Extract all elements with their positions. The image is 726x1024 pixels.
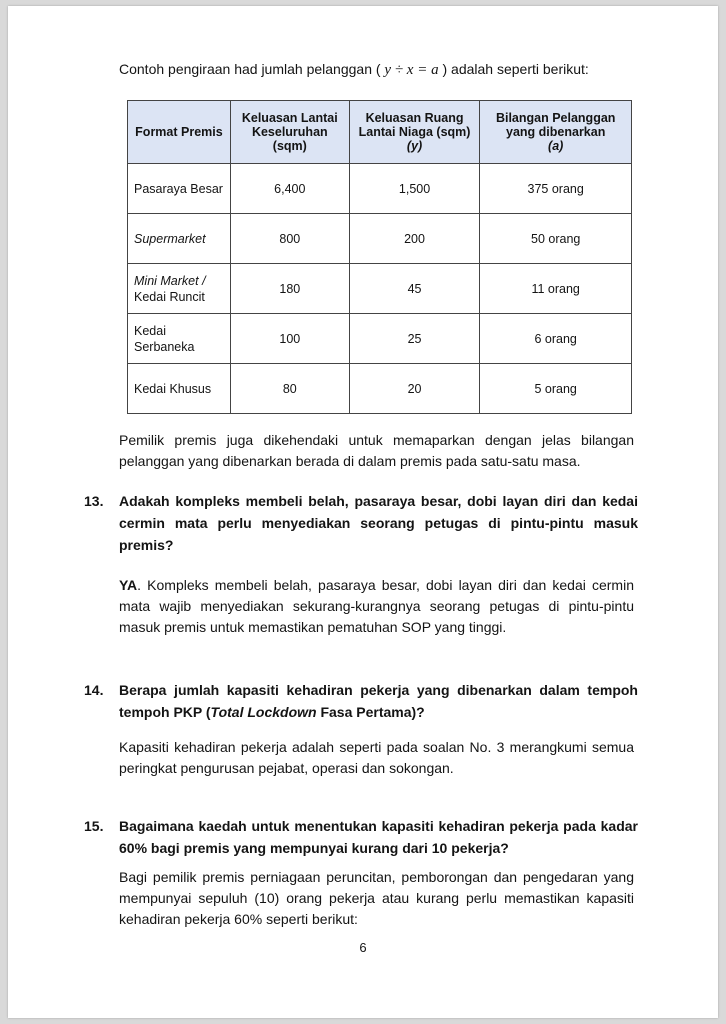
intro-prefix: Contoh pengiraan had jumlah pelanggan ( <box>119 61 381 77</box>
cell-bilangan: 375 orang <box>480 164 632 214</box>
table-row <box>128 264 632 314</box>
question-text: Bagaimana kaedah untuk menentukan kapasiti kehadiran pekerja pada kadar 60% bagi premis yang mempunyai kurang dari 10 pekerja? <box>119 818 638 856</box>
cell-bilangan: 50 orang <box>480 214 632 264</box>
question-14 <box>84 679 638 723</box>
cell-premis: Mini Market / Kedai Runcit <box>128 264 231 314</box>
intro-suffix: ) adalah seperti berikut: <box>442 61 589 77</box>
cell-ruang: 200 <box>349 214 480 264</box>
header-format: Format Premis <box>128 101 231 164</box>
header-keluasan-ruang: Keluasan Ruang Lantai Niaga (sqm) (y) <box>349 101 480 164</box>
note-paragraph: Pemilik premis juga dikehendaki untuk memaparkan dengan jelas bilangan pelanggan yang dibenarkan berada di dalam premis pada satu-satu masa. <box>119 432 634 469</box>
cell-bilangan: 5 orang <box>480 364 632 414</box>
table-header-row <box>128 101 632 164</box>
cell-lantai: 180 <box>230 264 349 314</box>
premises-table <box>127 100 632 414</box>
answer-15: Bagi pemilik premis perniagaan peruncitan, pemborongan dan pengedaran yang mempunyai sepuluh (10) orang pekerja atau kurang perlu memastikan kapasiti kehadiran pekerja 60% seperti berikut: <box>119 869 634 927</box>
table-row <box>128 164 632 214</box>
question-13 <box>84 490 638 556</box>
question-number: 13. <box>84 493 104 509</box>
cell-ruang: 1,500 <box>349 164 480 214</box>
cell-lantai: 80 <box>230 364 349 414</box>
page-number: 6 <box>359 940 367 955</box>
cell-ruang: 45 <box>349 264 480 314</box>
cell-premis: Kedai Khusus <box>128 364 231 414</box>
answer-13: YA. Kompleks membeli belah, pasaraya besar, dobi layan diri dan kedai cermin mata wajib menyediakan sekurang-kurangnya seorang petugas di pintu-pintu masuk premis untuk memastikan pematuhan SOP yang tinggi. <box>119 577 634 635</box>
table-row <box>128 364 632 414</box>
cell-lantai: 6,400 <box>230 164 349 214</box>
cell-bilangan: 11 orang <box>480 264 632 314</box>
answer-ya: YA <box>119 577 138 593</box>
cell-lantai: 800 <box>230 214 349 264</box>
question-number: 14. <box>84 682 104 698</box>
table-row <box>128 314 632 364</box>
cell-ruang: 25 <box>349 314 480 364</box>
header-keluasan-lantai: Keluasan Lantai Keseluruhan (sqm) <box>230 101 349 164</box>
question-text: Adakah kompleks membeli belah, pasaraya besar, dobi layan diri dan kedai cermin mata perlu menyediakan seorang petugas di pintu-pintu masuk premis? <box>119 493 638 553</box>
answer-14: Kapasiti kehadiran pekerja adalah seperti pada soalan No. 3 merangkumi semua peringkat pengurusan pejabat, operasi dan sokongan. <box>119 739 634 776</box>
cell-premis: Supermarket <box>128 214 231 264</box>
question-number: 15. <box>84 818 104 834</box>
cell-bilangan: 6 orang <box>480 314 632 364</box>
cell-lantai: 100 <box>230 314 349 364</box>
cell-premis: Pasaraya Besar <box>128 164 231 214</box>
header-bilangan: Bilangan Pelanggan yang dibenarkan (a) <box>480 101 632 164</box>
cell-premis: Kedai Serbaneka <box>128 314 231 364</box>
question-15 <box>84 815 638 859</box>
table-row <box>128 214 632 264</box>
cell-ruang: 20 <box>349 364 480 414</box>
question-text: Berapa jumlah kapasiti kehadiran pekerja yang dibenarkan dalam tempoh tempoh PKP (Total Lockdown Fasa Pertama)? <box>119 682 638 720</box>
intro-formula: y ÷ x = a <box>384 62 439 78</box>
intro-text <box>119 58 639 81</box>
